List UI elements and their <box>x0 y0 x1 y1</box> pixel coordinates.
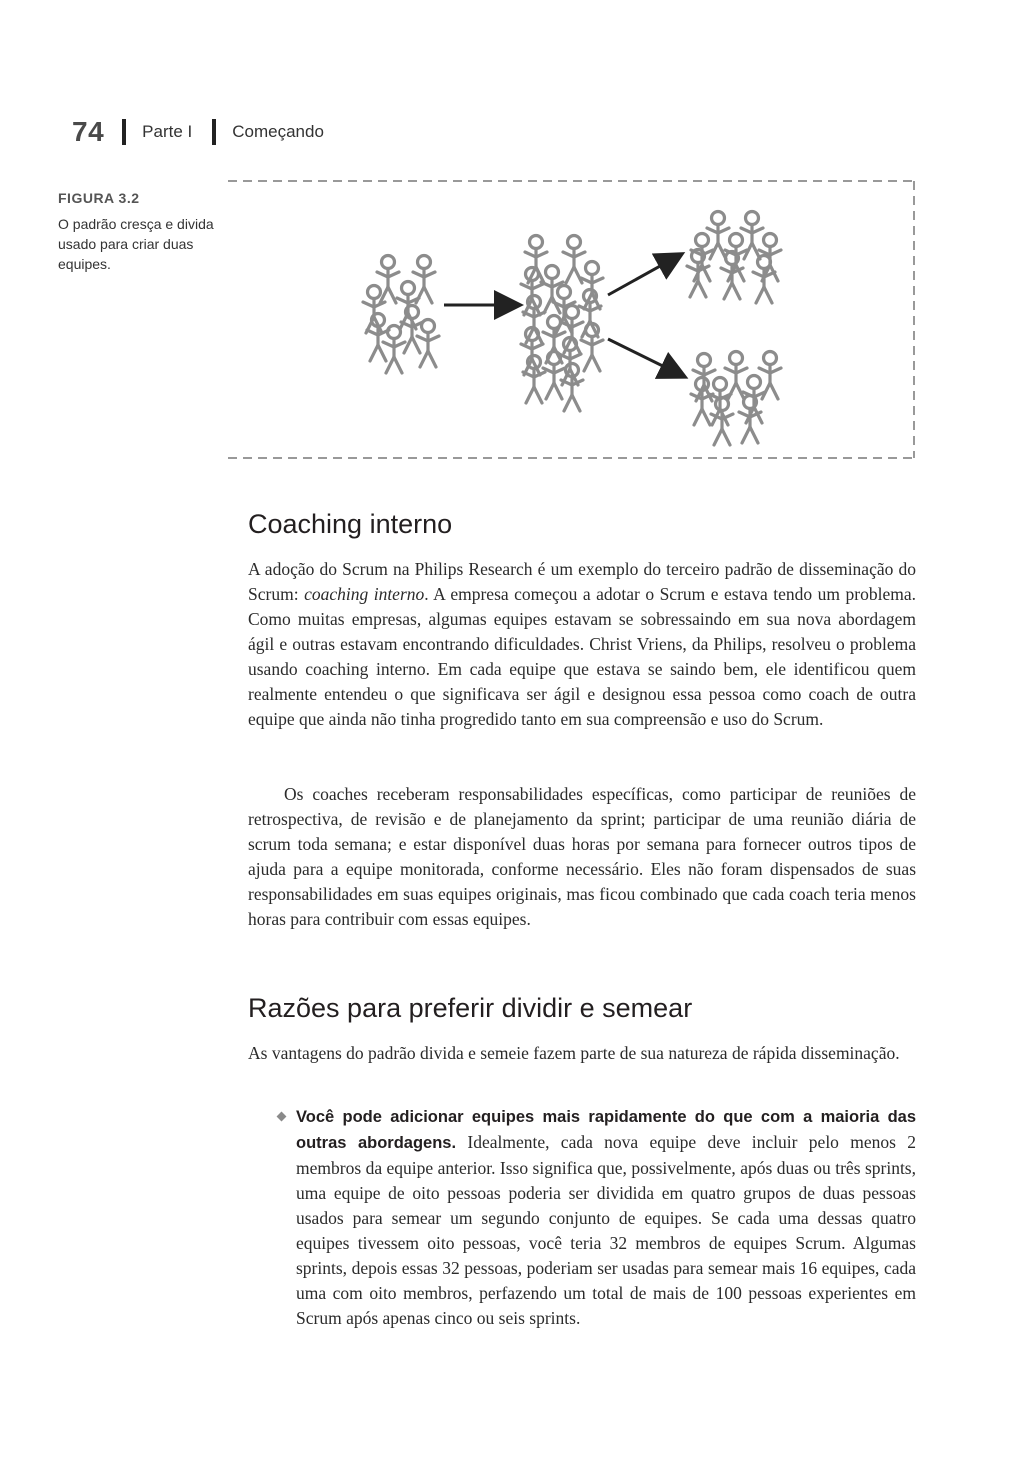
arrow-split-bottom <box>608 339 683 376</box>
paragraph: As vantagens do padrão divida e semeie fazem parte de sua natureza de rápida disseminação. <box>248 1043 900 1063</box>
split-team-top <box>687 212 781 304</box>
page-number: 74 <box>72 116 105 147</box>
list-item-body: Idealmente, cada nova equipe deve incluir pelo menos 2 membros da equipe anterior. Isso significa que, possivelmente, após duas ou três sprints, uma equipe de oito pessoas poderia ser dividida em quatro grupos de duas pessoas usados para semear um segundo conjunto de equipes. Se cada uma dessas quatro equipes tivessem oito pessoas, você teria 32 membros de equipes Scrum. Algumas sprints, depois essas 32 pessoas, poderiam ser usadas para semear mais 16 equipes, cada uma com oito membros, perfazendo um total de mais de 100 pessoas experientes em Scrum após apenas cinco ou seis sprints. <box>296 1132 916 1328</box>
paragraph-italic: coaching interno <box>304 584 425 604</box>
grown-team <box>521 236 603 412</box>
figure-illustration <box>228 179 916 460</box>
figure-caption <box>58 190 228 274</box>
bullet-icon <box>277 1112 287 1122</box>
figure-caption-text: O padrão cresça e divida usado para criar duas equipes. <box>58 216 214 272</box>
paragraph-text: A adoção do Scrum na Philips Research é um exemplo do terceiro padrão de disseminação do Scrum: <box>248 559 916 604</box>
section-heading: Razões para preferir dividir e semear <box>248 993 693 1023</box>
list-item <box>278 1104 916 1331</box>
paragraph <box>248 557 916 732</box>
running-head <box>72 112 324 152</box>
list-item-text <box>296 1104 916 1331</box>
initial-team <box>363 256 439 374</box>
arrow-split-top <box>608 255 680 295</box>
list-item-lead: Você pode adicionar equipes mais rapidamente do que com a maioria das outras abordagens. <box>296 1108 916 1152</box>
header-divider <box>212 119 216 145</box>
split-team-bottom <box>691 352 781 446</box>
paragraph: Os coaches receberam responsabilidades específicas, como participar de reuniões de retrospectiva, de revisão e de planejamento da sprint; participar de uma reunião diária de scrum toda semana; e estar disponível duas horas por semana para fornecer outros tipos de ajuda para a equipe monitorada, conforme necessário. Eles não foram dispensados de suas responsabilidades em suas equipes originais, mas ficou combinado que cada coach teria menos horas para contribuir com essas equipes. <box>248 784 916 929</box>
paragraph-text: . A empresa começou a adotar o Scrum e estava tendo um problema. Como muitas empresas, algumas equipes estavam se sobressaindo em sua nova abordagem ágil e outras estavam encontrando dificuldades. Christ Vriens, da Philips, resolveu o problema usando coaching interno. Em cada equipe que estava se saindo bem, ele identificou quem realmente entendeu o que significava ser ágil e designou essa pessoa como coach de outra equipe que ainda não tinha progredido tanto em sua compreensão e uso do Scrum. <box>248 584 916 729</box>
part-label: Parte I <box>142 122 193 141</box>
header-divider <box>122 119 126 145</box>
section-heading: Coaching interno <box>248 509 453 539</box>
chapter-label: Começando <box>232 122 324 141</box>
grow-split-diagram <box>228 179 916 460</box>
figure-label: FIGURA 3.2 <box>58 190 140 206</box>
